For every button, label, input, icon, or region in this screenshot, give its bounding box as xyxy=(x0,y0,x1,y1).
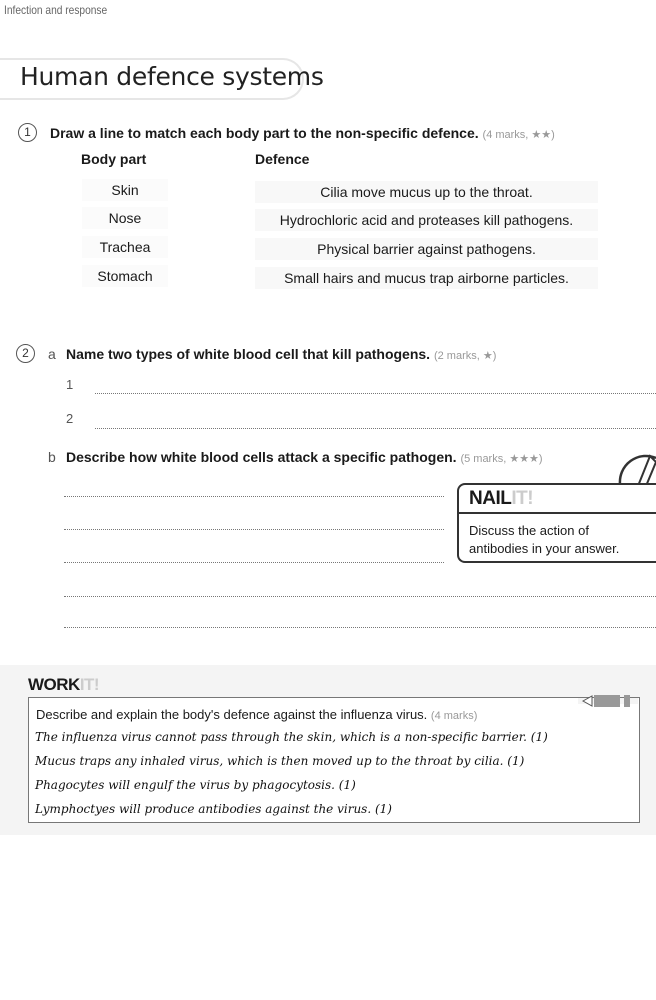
question-1-marks: (4 marks, ★★) xyxy=(482,129,555,141)
nail-it-title-dark: NAIL xyxy=(469,488,512,509)
q2a-post: types of white blood cell that kill pathogens. xyxy=(132,346,431,362)
work-it-prompt: Describe and explain the body's defence against the influenza virus. xyxy=(36,707,428,722)
question-1-text xyxy=(50,125,555,141)
work-it-title-light: IT! xyxy=(79,675,100,694)
work-it-title-dark: WORK xyxy=(28,675,80,694)
answer-line-text: Phagocytes will engulf the virus by phagocytosis. (1) xyxy=(35,778,356,792)
column-header-defence: Defence xyxy=(255,151,310,167)
body-part-item[interactable]: Stomach xyxy=(82,265,168,287)
nail-it-title xyxy=(459,485,656,514)
defence-item[interactable]: Cilia move mucus up to the throat. xyxy=(255,181,598,203)
question-number-1: 1 xyxy=(18,123,37,142)
q2a-pre: Name xyxy=(66,346,109,362)
q2b-prompt: Describe how white blood cells attack a specific pathogen. xyxy=(66,449,457,465)
defence-item[interactable]: Small hairs and mucus trap airborne particles. xyxy=(255,267,598,289)
column-header-body-part: Body part xyxy=(81,151,147,167)
nail-it-title-light: IT! xyxy=(511,488,534,509)
question-2b-text xyxy=(66,449,543,465)
answer-line-text: Mucus traps any inhaled virus, which is then moved up to the throat by cilia. (1) xyxy=(35,754,525,768)
answer-line[interactable] xyxy=(64,596,656,597)
q2b-marks: (5 marks, ★★★) xyxy=(460,453,543,465)
body-part-item[interactable]: Trachea xyxy=(82,236,168,258)
work-it-question xyxy=(36,707,477,722)
answer-line[interactable] xyxy=(64,496,444,497)
pencil-tab-icon xyxy=(578,694,638,708)
nail-it-text: Discuss the action of antibodies in your answer. xyxy=(469,523,620,556)
answer-number-2: 2 xyxy=(66,411,74,426)
part-b-letter: b xyxy=(48,449,56,465)
question-2a-text xyxy=(66,346,496,362)
answer-line[interactable] xyxy=(64,627,656,628)
work-it-box xyxy=(28,697,640,823)
answer-line[interactable] xyxy=(95,428,656,429)
answer-line[interactable] xyxy=(64,529,444,530)
work-it-marks: (4 marks) xyxy=(430,710,478,722)
question-number-2: 2 xyxy=(16,344,35,363)
question-1-prompt: Draw a line to match each body part to the non-specific defence. xyxy=(50,125,479,141)
work-it-title xyxy=(28,675,99,695)
chapter-header: Infection and response xyxy=(4,3,108,17)
body-part-item[interactable]: Nose xyxy=(82,207,168,229)
q2a-marks: (2 marks, ★) xyxy=(433,350,497,362)
defence-item[interactable]: Hydrochloric acid and proteases kill pathogens. xyxy=(255,209,598,231)
part-a-letter: a xyxy=(48,346,56,362)
answer-number-1: 1 xyxy=(66,377,74,392)
page-title: Human defence systems xyxy=(20,62,324,91)
answer-line-text: Lymphoctyes will produce antibodies against the virus. (1) xyxy=(35,802,392,816)
q2a-bold: two xyxy=(108,346,133,362)
answer-line[interactable] xyxy=(95,393,656,394)
answer-line-text: The influenza virus cannot pass through the skin, which is a non-specific barrier. (1) xyxy=(35,730,548,744)
defence-item[interactable]: Physical barrier against pathogens. xyxy=(255,238,598,260)
nail-it-tip-box xyxy=(457,483,656,563)
answer-line[interactable] xyxy=(64,562,444,563)
body-part-item[interactable]: Skin xyxy=(82,179,168,201)
